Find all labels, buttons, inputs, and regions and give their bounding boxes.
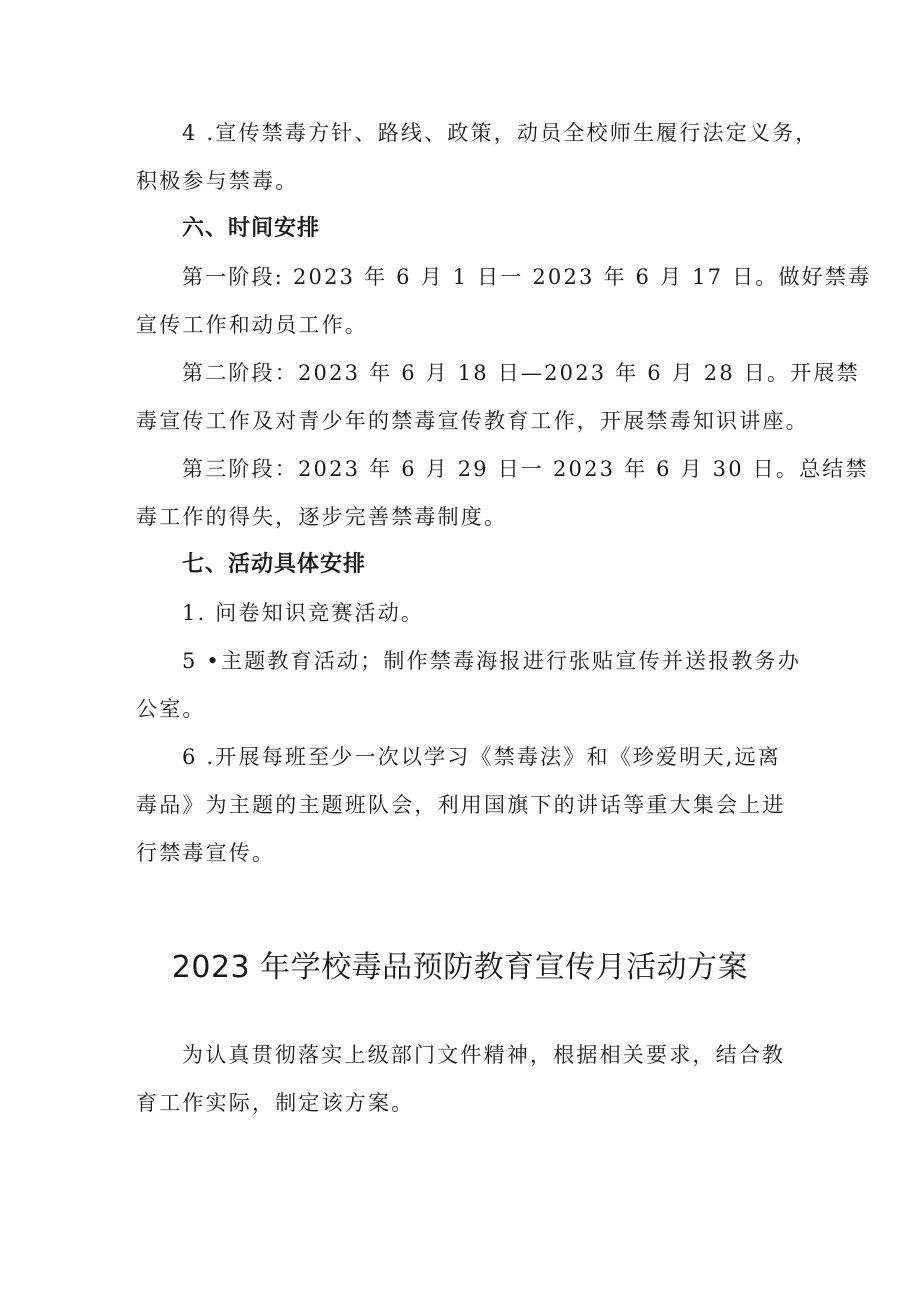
activity-item-1: 1. 问卷知识竞赛活动。 bbox=[182, 601, 425, 625]
section-6-heading: 六、时间安排 bbox=[182, 216, 321, 241]
phase-2-line-1: 第二阶段：2023 年 6 月 18 日—2023 年 6 月 28 日。开展禁 bbox=[182, 361, 860, 385]
item-4-line-1: 4 .宣传禁毒方针、路线、政策，动员全校师生履行法定义务， bbox=[182, 121, 819, 145]
phase-1-line-2: 宣传工作和动员工作。 bbox=[136, 313, 368, 337]
document-title: 2023 年学校毒品预防教育宣传月活动方案 bbox=[171, 950, 749, 985]
phase-2-line-2: 毒宣传工作及对青少年的禁毒宣传教育工作，开展禁毒知识讲座。 bbox=[136, 409, 809, 433]
phase-3-line-2: 毒工作的得失，逐步完善禁毒制度。 bbox=[136, 505, 508, 529]
activity-item-5-line-2: 公室。 bbox=[136, 697, 206, 721]
activity-item-6-line-3: 行禁毒宣传。 bbox=[136, 841, 276, 865]
phase-1-line-1: 第一阶段: 2023 年 6 月 1 日一 2023 年 6 月 17 日。做好禁毒 bbox=[182, 265, 872, 289]
item-4-line-2: 积极参与禁毒。 bbox=[136, 169, 299, 193]
phase-3-line-1: 第三阶段：2023 年 6 月 29 日一 2023 年 6 月 30 日。总结禁 bbox=[182, 457, 869, 481]
intro-line-2: 育工作实际，制定该方案。 bbox=[136, 1091, 415, 1115]
activity-item-6-line-1: 6 .开展每班至少一次以学习《禁毒法》和《珍爱明天,远离 bbox=[182, 745, 781, 769]
activity-item-6-line-2: 毒品》为主题的主题班队会，利用国旗下的讲话等重大集会上进 bbox=[136, 793, 786, 817]
section-7-heading: 七、活动具体安排 bbox=[182, 552, 367, 577]
intro-line-1: 为认真贯彻落实上级部门文件精神，根据相关要求，结合教 bbox=[182, 1043, 786, 1067]
activity-item-5-line-1: 5 •主题教育活动；制作禁毒海报进行张贴宣传并送报教务办 bbox=[182, 649, 802, 673]
